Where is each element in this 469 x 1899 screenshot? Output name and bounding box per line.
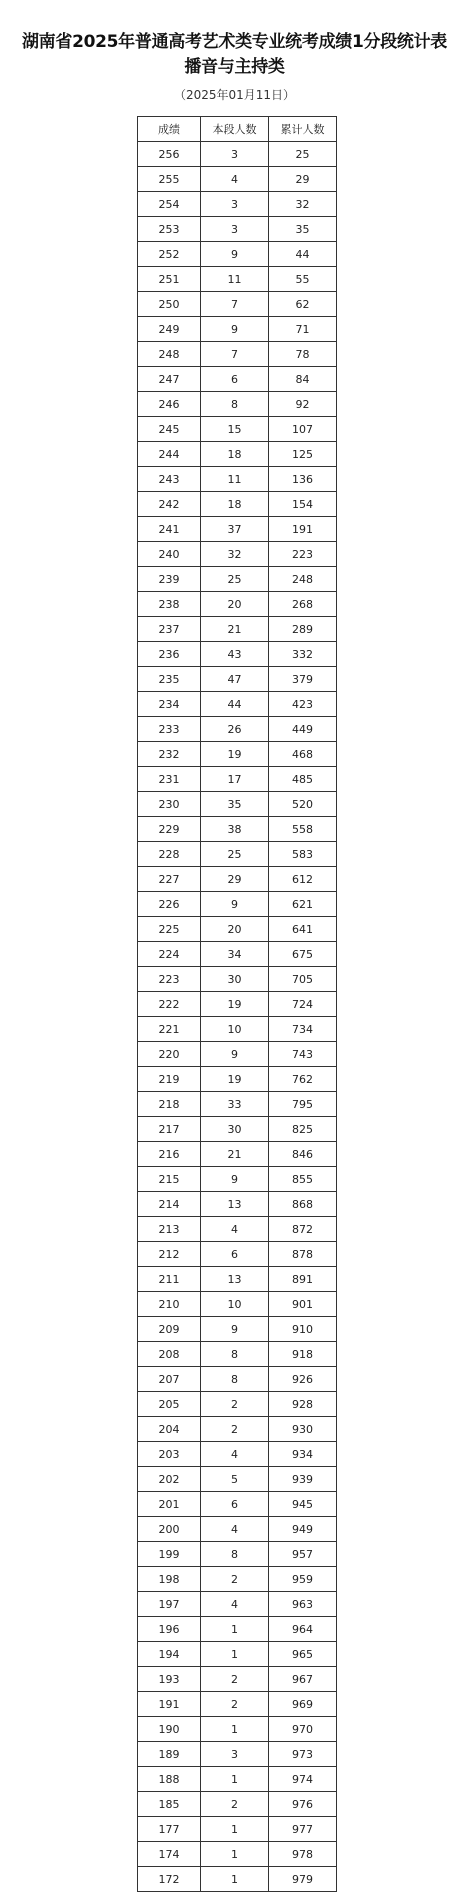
cumulative-count-cell: 84 — [269, 367, 337, 392]
segment-count-cell: 44 — [201, 692, 269, 717]
segment-count-cell: 43 — [201, 642, 269, 667]
score-cell: 214 — [138, 1192, 201, 1217]
score-cell: 250 — [138, 292, 201, 317]
table-row — [138, 292, 337, 317]
table-row — [138, 1417, 337, 1442]
segment-count-cell: 13 — [201, 1192, 269, 1217]
score-cell: 218 — [138, 1092, 201, 1117]
score-cell: 225 — [138, 917, 201, 942]
table-row — [138, 1392, 337, 1417]
cumulative-count-cell: 976 — [269, 1792, 337, 1817]
score-cell: 220 — [138, 1042, 201, 1067]
table-row — [138, 617, 337, 642]
segment-count-cell: 9 — [201, 317, 269, 342]
cumulative-count-cell: 268 — [269, 592, 337, 617]
score-cell: 254 — [138, 192, 201, 217]
score-cell: 251 — [138, 267, 201, 292]
table-row — [138, 317, 337, 342]
table-row — [138, 1242, 337, 1267]
segment-count-cell: 30 — [201, 1117, 269, 1142]
score-cell: 185 — [138, 1792, 201, 1817]
segment-count-cell: 25 — [201, 842, 269, 867]
segment-count-cell: 26 — [201, 717, 269, 742]
segment-count-cell: 6 — [201, 367, 269, 392]
score-cell: 233 — [138, 717, 201, 742]
segment-count-cell: 35 — [201, 792, 269, 817]
cumulative-count-cell: 675 — [269, 942, 337, 967]
table-row — [138, 567, 337, 592]
table-row — [138, 692, 337, 717]
score-cell: 244 — [138, 442, 201, 467]
score-cell: 256 — [138, 142, 201, 167]
segment-count-cell: 18 — [201, 442, 269, 467]
cumulative-count-cell: 978 — [269, 1842, 337, 1867]
table-row — [138, 1042, 337, 1067]
segment-count-cell: 1 — [201, 1817, 269, 1842]
score-cell: 188 — [138, 1767, 201, 1792]
score-cell: 217 — [138, 1117, 201, 1142]
table-row — [138, 817, 337, 842]
cumulative-count-cell: 957 — [269, 1542, 337, 1567]
cumulative-count-cell: 55 — [269, 267, 337, 292]
segment-count-cell: 3 — [201, 1742, 269, 1767]
table-row — [138, 1292, 337, 1317]
cumulative-count-cell: 724 — [269, 992, 337, 1017]
cumulative-count-cell: 868 — [269, 1192, 337, 1217]
table-row — [138, 1192, 337, 1217]
score-cell: 223 — [138, 967, 201, 992]
score-cell: 230 — [138, 792, 201, 817]
cumulative-count-cell: 520 — [269, 792, 337, 817]
cumulative-count-cell: 485 — [269, 767, 337, 792]
score-cell: 177 — [138, 1817, 201, 1842]
cumulative-count-cell: 641 — [269, 917, 337, 942]
cumulative-count-cell: 621 — [269, 892, 337, 917]
score-cell: 212 — [138, 1242, 201, 1267]
table-row — [138, 1642, 337, 1667]
cumulative-count-cell: 959 — [269, 1567, 337, 1592]
cumulative-count-cell: 928 — [269, 1392, 337, 1417]
segment-count-cell: 13 — [201, 1267, 269, 1292]
score-cell: 227 — [138, 867, 201, 892]
segment-count-cell: 1 — [201, 1617, 269, 1642]
score-cell: 208 — [138, 1342, 201, 1367]
cumulative-count-cell: 29 — [269, 167, 337, 192]
score-cell: 190 — [138, 1717, 201, 1742]
table-row — [138, 142, 337, 167]
table-row — [138, 167, 337, 192]
cumulative-count-cell: 44 — [269, 242, 337, 267]
score-cell: 203 — [138, 1442, 201, 1467]
table-row — [138, 917, 337, 942]
table-row — [138, 742, 337, 767]
segment-count-cell: 8 — [201, 1342, 269, 1367]
segment-count-cell: 37 — [201, 517, 269, 542]
segment-count-cell: 10 — [201, 1292, 269, 1317]
score-cell: 240 — [138, 542, 201, 567]
segment-count-cell: 11 — [201, 467, 269, 492]
segment-count-cell: 8 — [201, 1367, 269, 1392]
score-cell: 234 — [138, 692, 201, 717]
table-row — [138, 1342, 337, 1367]
score-cell: 204 — [138, 1417, 201, 1442]
segment-count-cell: 21 — [201, 617, 269, 642]
cumulative-count-cell: 967 — [269, 1667, 337, 1692]
score-cell: 243 — [138, 467, 201, 492]
cumulative-count-cell: 846 — [269, 1142, 337, 1167]
segment-count-cell: 8 — [201, 1542, 269, 1567]
table-row — [138, 1717, 337, 1742]
table-row — [138, 1467, 337, 1492]
score-cell: 248 — [138, 342, 201, 367]
cumulative-count-cell: 743 — [269, 1042, 337, 1067]
cumulative-count-cell: 248 — [269, 567, 337, 592]
table-row — [138, 1367, 337, 1392]
table-row — [138, 1317, 337, 1342]
segment-count-cell: 3 — [201, 192, 269, 217]
cumulative-count-cell: 71 — [269, 317, 337, 342]
score-distribution-table — [137, 116, 337, 1892]
segment-count-cell: 6 — [201, 1242, 269, 1267]
score-cell: 209 — [138, 1317, 201, 1342]
score-cell: 229 — [138, 817, 201, 842]
publish-date: （2025年01月11日） — [173, 88, 296, 102]
table-row — [138, 1742, 337, 1767]
segment-count-cell: 6 — [201, 1492, 269, 1517]
score-cell: 202 — [138, 1467, 201, 1492]
table-row — [138, 517, 337, 542]
table-row — [138, 667, 337, 692]
cumulative-count-cell: 974 — [269, 1767, 337, 1792]
segment-count-cell: 1 — [201, 1842, 269, 1867]
segment-count-cell: 5 — [201, 1467, 269, 1492]
table-row — [138, 1692, 337, 1717]
table-row — [138, 1092, 337, 1117]
table-row — [138, 1167, 337, 1192]
segment-count-cell: 21 — [201, 1142, 269, 1167]
score-cell: 194 — [138, 1642, 201, 1667]
segment-count-cell: 4 — [201, 1217, 269, 1242]
table-row — [138, 1067, 337, 1092]
cumulative-count-cell: 125 — [269, 442, 337, 467]
table-row — [138, 767, 337, 792]
table-row — [138, 992, 337, 1017]
segment-count-cell: 2 — [201, 1567, 269, 1592]
table-row — [138, 417, 337, 442]
score-cell: 222 — [138, 992, 201, 1017]
cumulative-count-cell: 926 — [269, 1367, 337, 1392]
cumulative-count-cell: 977 — [269, 1817, 337, 1842]
score-cell: 189 — [138, 1742, 201, 1767]
cumulative-count-cell: 949 — [269, 1517, 337, 1542]
score-cell: 237 — [138, 617, 201, 642]
segment-count-cell: 1 — [201, 1717, 269, 1742]
cumulative-count-cell: 918 — [269, 1342, 337, 1367]
score-cell: 193 — [138, 1667, 201, 1692]
score-cell: 245 — [138, 417, 201, 442]
segment-count-cell: 4 — [201, 167, 269, 192]
cumulative-count-cell: 970 — [269, 1717, 337, 1742]
table-row — [138, 467, 337, 492]
segment-count-cell: 1 — [201, 1642, 269, 1667]
cumulative-count-cell: 762 — [269, 1067, 337, 1092]
table-row — [138, 1767, 337, 1792]
table-row — [138, 1842, 337, 1867]
segment-count-cell: 10 — [201, 1017, 269, 1042]
table-row — [138, 1142, 337, 1167]
score-cell: 201 — [138, 1492, 201, 1517]
segment-count-cell: 2 — [201, 1792, 269, 1817]
table-row — [138, 267, 337, 292]
segment-count-cell: 19 — [201, 992, 269, 1017]
segment-count-cell: 7 — [201, 342, 269, 367]
score-cell: 200 — [138, 1517, 201, 1542]
segment-count-cell: 7 — [201, 292, 269, 317]
segment-count-cell: 3 — [201, 142, 269, 167]
cumulative-count-cell: 289 — [269, 617, 337, 642]
segment-count-cell: 4 — [201, 1517, 269, 1542]
cumulative-count-cell: 964 — [269, 1617, 337, 1642]
table-body — [138, 142, 337, 1892]
segment-count-cell: 2 — [201, 1667, 269, 1692]
segment-count-cell: 9 — [201, 892, 269, 917]
table-row — [138, 592, 337, 617]
table-row — [138, 1217, 337, 1242]
score-cell: 242 — [138, 492, 201, 517]
table-row — [138, 1617, 337, 1642]
table-row — [138, 392, 337, 417]
score-cell: 255 — [138, 167, 201, 192]
segment-count-cell: 29 — [201, 867, 269, 892]
table-row — [138, 192, 337, 217]
score-cell: 199 — [138, 1542, 201, 1567]
cumulative-count-cell: 78 — [269, 342, 337, 367]
table-row — [138, 1017, 337, 1042]
segment-count-cell: 11 — [201, 267, 269, 292]
segment-count-cell: 18 — [201, 492, 269, 517]
score-cell: 241 — [138, 517, 201, 542]
score-cell: 235 — [138, 667, 201, 692]
table-row — [138, 867, 337, 892]
cumulative-count-cell: 423 — [269, 692, 337, 717]
cumulative-count-cell: 872 — [269, 1217, 337, 1242]
table-row — [138, 1542, 337, 1567]
table-row — [138, 492, 337, 517]
score-cell: 213 — [138, 1217, 201, 1242]
score-cell: 215 — [138, 1167, 201, 1192]
table-row — [138, 542, 337, 567]
table-row — [138, 1442, 337, 1467]
score-cell: 216 — [138, 1142, 201, 1167]
cumulative-count-cell: 558 — [269, 817, 337, 842]
segment-count-cell: 8 — [201, 392, 269, 417]
segment-count-cell: 9 — [201, 1317, 269, 1342]
cumulative-count-cell: 910 — [269, 1317, 337, 1342]
score-cell: 224 — [138, 942, 201, 967]
cumulative-count-cell: 825 — [269, 1117, 337, 1142]
cumulative-count-cell: 107 — [269, 417, 337, 442]
table-row — [138, 1667, 337, 1692]
segment-count-cell: 17 — [201, 767, 269, 792]
score-cell: 221 — [138, 1017, 201, 1042]
score-cell: 226 — [138, 892, 201, 917]
score-cell: 198 — [138, 1567, 201, 1592]
score-cell: 249 — [138, 317, 201, 342]
segment-count-cell: 4 — [201, 1442, 269, 1467]
table-row — [138, 1792, 337, 1817]
cumulative-count-cell: 223 — [269, 542, 337, 567]
segment-count-cell: 2 — [201, 1692, 269, 1717]
table-row — [138, 842, 337, 867]
cumulative-count-cell: 965 — [269, 1642, 337, 1667]
segment-count-cell: 19 — [201, 742, 269, 767]
cumulative-count-cell: 32 — [269, 192, 337, 217]
segment-count-cell: 32 — [201, 542, 269, 567]
cumulative-count-cell: 969 — [269, 1692, 337, 1717]
score-cell: 236 — [138, 642, 201, 667]
cumulative-count-cell: 154 — [269, 492, 337, 517]
table-header-row — [138, 117, 337, 142]
segment-count-cell: 1 — [201, 1867, 269, 1892]
segment-count-cell: 19 — [201, 1067, 269, 1092]
table-row — [138, 1867, 337, 1892]
column-header-score: 成绩 — [138, 117, 201, 142]
score-cell: 247 — [138, 367, 201, 392]
cumulative-count-cell: 891 — [269, 1267, 337, 1292]
cumulative-count-cell: 449 — [269, 717, 337, 742]
title-line-2: 播音与主持类 — [184, 57, 285, 77]
cumulative-count-cell: 25 — [269, 142, 337, 167]
segment-count-cell: 30 — [201, 967, 269, 992]
cumulative-count-cell: 136 — [269, 467, 337, 492]
segment-count-cell: 25 — [201, 567, 269, 592]
cumulative-count-cell: 92 — [269, 392, 337, 417]
table-row — [138, 1117, 337, 1142]
score-cell: 219 — [138, 1067, 201, 1092]
cumulative-count-cell: 379 — [269, 667, 337, 692]
segment-count-cell: 47 — [201, 667, 269, 692]
table-row — [138, 967, 337, 992]
table-row — [138, 1492, 337, 1517]
cumulative-count-cell: 191 — [269, 517, 337, 542]
cumulative-count-cell: 973 — [269, 1742, 337, 1767]
title-line-1: 湖南省2025年普通高考艺术类专业统考成绩1分段统计表 — [21, 32, 448, 52]
score-cell: 231 — [138, 767, 201, 792]
score-cell: 174 — [138, 1842, 201, 1867]
table-row — [138, 942, 337, 967]
table-row — [138, 1517, 337, 1542]
cumulative-count-cell: 878 — [269, 1242, 337, 1267]
cumulative-count-cell: 734 — [269, 1017, 337, 1042]
table-row — [138, 1267, 337, 1292]
cumulative-count-cell: 939 — [269, 1467, 337, 1492]
score-cell: 238 — [138, 592, 201, 617]
cumulative-count-cell: 705 — [269, 967, 337, 992]
score-cell: 232 — [138, 742, 201, 767]
segment-count-cell: 15 — [201, 417, 269, 442]
page-title — [0, 0, 469, 80]
table-row — [138, 642, 337, 667]
table-row — [138, 717, 337, 742]
cumulative-count-cell: 62 — [269, 292, 337, 317]
cumulative-count-cell: 332 — [269, 642, 337, 667]
cumulative-count-cell: 901 — [269, 1292, 337, 1317]
cumulative-count-cell: 963 — [269, 1592, 337, 1617]
score-cell: 228 — [138, 842, 201, 867]
segment-count-cell: 9 — [201, 1042, 269, 1067]
cumulative-count-cell: 583 — [269, 842, 337, 867]
cumulative-count-cell: 468 — [269, 742, 337, 767]
cumulative-count-cell: 855 — [269, 1167, 337, 1192]
segment-count-cell: 9 — [201, 1167, 269, 1192]
column-header-cumulative: 累计人数 — [269, 117, 337, 142]
segment-count-cell: 2 — [201, 1392, 269, 1417]
segment-count-cell: 20 — [201, 592, 269, 617]
table-row — [138, 217, 337, 242]
segment-count-cell: 1 — [201, 1767, 269, 1792]
segment-count-cell: 3 — [201, 217, 269, 242]
cumulative-count-cell: 979 — [269, 1867, 337, 1892]
segment-count-cell: 34 — [201, 942, 269, 967]
table-row — [138, 242, 337, 267]
score-cell: 191 — [138, 1692, 201, 1717]
table-row — [138, 892, 337, 917]
segment-count-cell: 38 — [201, 817, 269, 842]
cumulative-count-cell: 612 — [269, 867, 337, 892]
score-cell: 252 — [138, 242, 201, 267]
score-cell: 196 — [138, 1617, 201, 1642]
segment-count-cell: 9 — [201, 242, 269, 267]
column-header-count: 本段人数 — [201, 117, 269, 142]
score-cell: 197 — [138, 1592, 201, 1617]
score-cell: 211 — [138, 1267, 201, 1292]
score-cell: 239 — [138, 567, 201, 592]
cumulative-count-cell: 945 — [269, 1492, 337, 1517]
cumulative-count-cell: 795 — [269, 1092, 337, 1117]
segment-count-cell: 2 — [201, 1417, 269, 1442]
table-row — [138, 1592, 337, 1617]
table-row — [138, 442, 337, 467]
score-cell: 207 — [138, 1367, 201, 1392]
score-cell: 246 — [138, 392, 201, 417]
cumulative-count-cell: 35 — [269, 217, 337, 242]
score-cell: 253 — [138, 217, 201, 242]
table-row — [138, 1567, 337, 1592]
table-row — [138, 367, 337, 392]
score-cell: 205 — [138, 1392, 201, 1417]
table-row — [138, 1817, 337, 1842]
score-cell: 210 — [138, 1292, 201, 1317]
segment-count-cell: 20 — [201, 917, 269, 942]
cumulative-count-cell: 934 — [269, 1442, 337, 1467]
table-row — [138, 342, 337, 367]
cumulative-count-cell: 930 — [269, 1417, 337, 1442]
segment-count-cell: 4 — [201, 1592, 269, 1617]
table-row — [138, 792, 337, 817]
segment-count-cell: 33 — [201, 1092, 269, 1117]
score-cell: 172 — [138, 1867, 201, 1892]
